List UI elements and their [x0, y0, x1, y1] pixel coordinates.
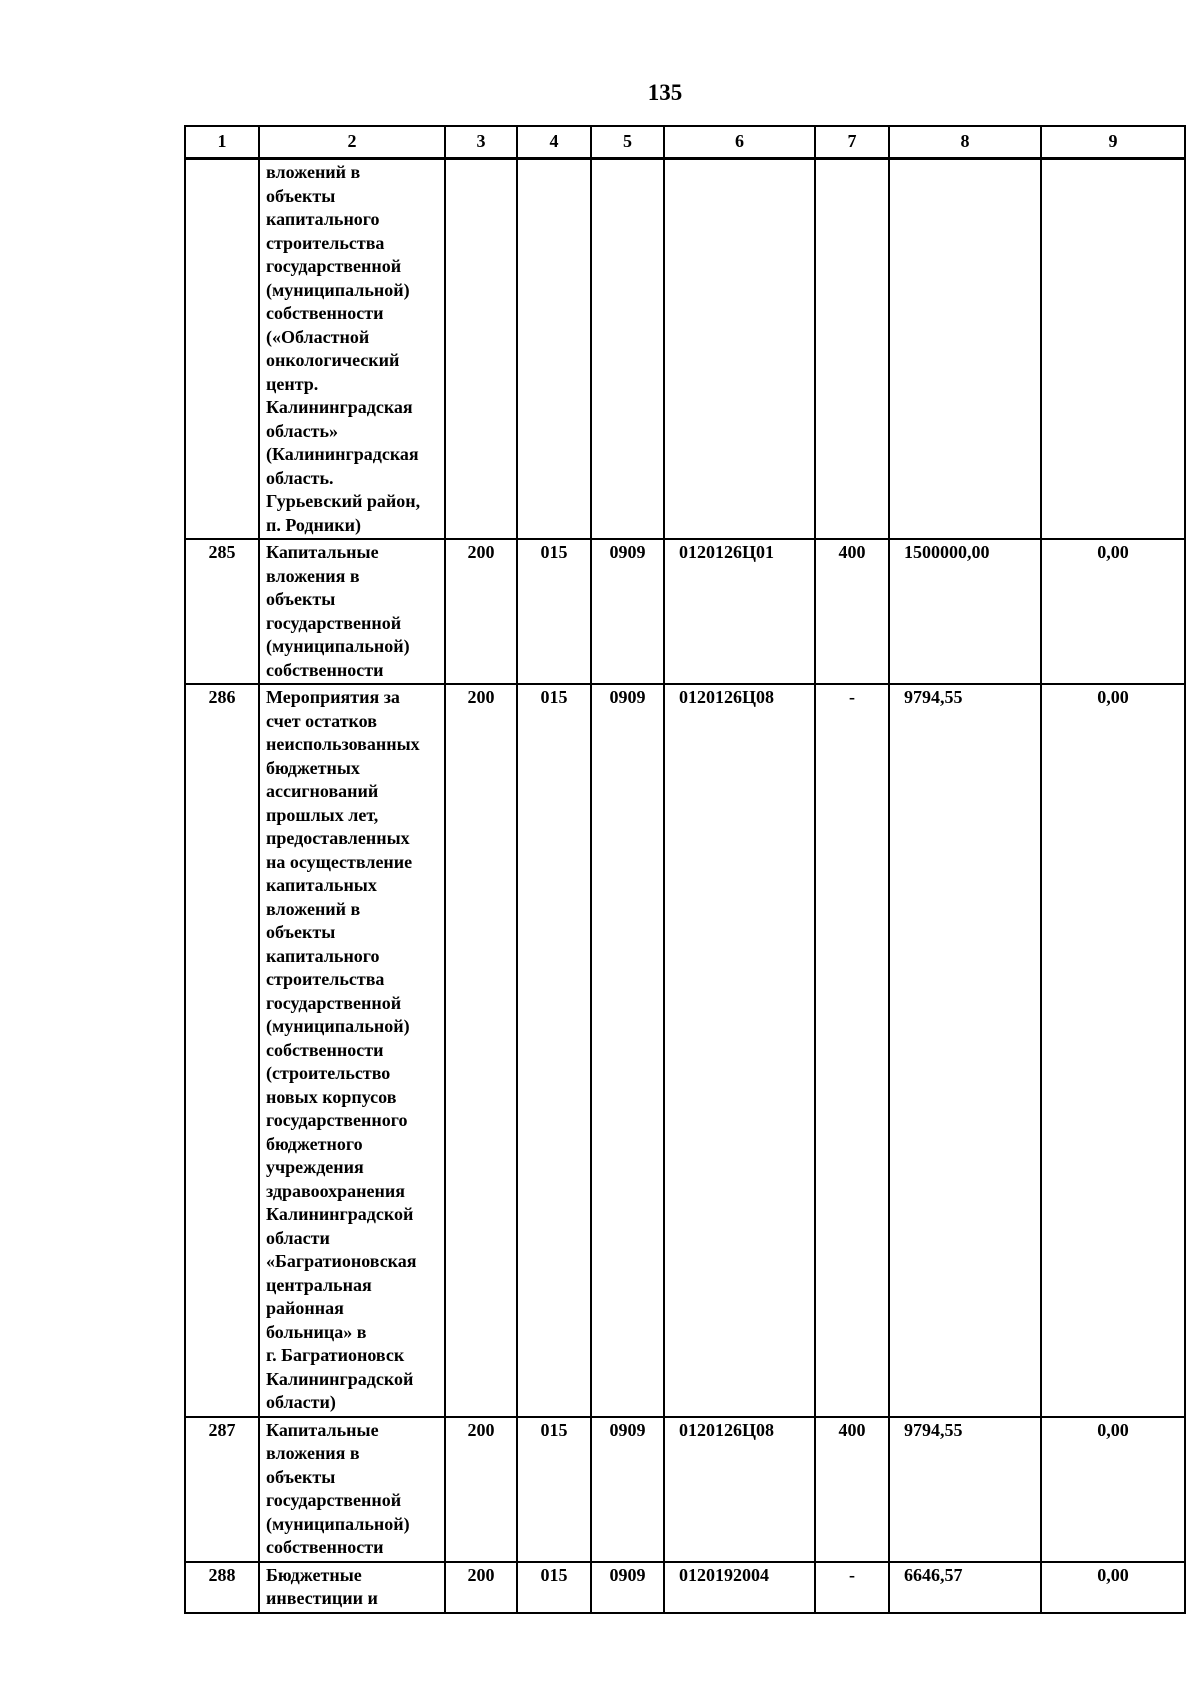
row-name: вложений в объекты капитального строительства государственной (муниципальной) собственности («Областной онкологический центр. Калининградская область» (Калининградская область. Гурьевский район, п. Родники)	[259, 159, 445, 540]
cell-col9: 0,00	[1041, 1562, 1185, 1613]
cell-col6: 0120126Ц01	[664, 539, 815, 684]
cell-col7	[815, 159, 889, 540]
cell-col8: 1500000,00	[889, 539, 1041, 684]
cell-col3: 200	[445, 684, 517, 1417]
row-name: Капитальные вложения в объекты государственной (муниципальной) собственности	[259, 1417, 445, 1562]
cell-col4	[517, 159, 591, 540]
column-header-9: 9	[1041, 126, 1185, 159]
row-number: 285	[185, 539, 259, 684]
cell-col9: 0,00	[1041, 539, 1185, 684]
cell-col4: 015	[517, 1417, 591, 1562]
budget-table	[184, 125, 1186, 1614]
column-header-2: 2	[259, 126, 445, 159]
cell-col9: 0,00	[1041, 1417, 1185, 1562]
row-number: 286	[185, 684, 259, 1417]
cell-col6: 0120126Ц08	[664, 1417, 815, 1562]
column-header-6: 6	[664, 126, 815, 159]
cell-col6: 0120192004	[664, 1562, 815, 1613]
cell-col5: 0909	[591, 1417, 664, 1562]
cell-col4: 015	[517, 1562, 591, 1613]
column-header-1: 1	[185, 126, 259, 159]
cell-col5: 0909	[591, 1562, 664, 1613]
cell-col5: 0909	[591, 684, 664, 1417]
cell-col6	[664, 159, 815, 540]
row-number	[185, 159, 259, 540]
column-header-3: 3	[445, 126, 517, 159]
table-row	[185, 539, 1185, 684]
table-row	[185, 159, 1185, 540]
cell-col8: 6646,57	[889, 1562, 1041, 1613]
header-row	[185, 126, 1185, 159]
cell-col9: 0,00	[1041, 684, 1185, 1417]
cell-col5	[591, 159, 664, 540]
table-body	[185, 159, 1185, 1613]
row-name: Капитальные вложения в объекты государственной (муниципальной) собственности	[259, 539, 445, 684]
cell-col9	[1041, 159, 1185, 540]
cell-col3	[445, 159, 517, 540]
column-header-5: 5	[591, 126, 664, 159]
column-header-8: 8	[889, 126, 1041, 159]
cell-col5: 0909	[591, 539, 664, 684]
column-header-4: 4	[517, 126, 591, 159]
page-number: 135	[647, 80, 683, 105]
cell-col8: 9794,55	[889, 1417, 1041, 1562]
cell-col7: 400	[815, 1417, 889, 1562]
cell-col3: 200	[445, 1562, 517, 1613]
table-row	[185, 1562, 1185, 1613]
cell-col8	[889, 159, 1041, 540]
cell-col3: 200	[445, 539, 517, 684]
cell-col6: 0120126Ц08	[664, 684, 815, 1417]
cell-col3: 200	[445, 1417, 517, 1562]
row-number: 288	[185, 1562, 259, 1613]
table-row	[185, 1417, 1185, 1562]
table-row	[185, 684, 1185, 1417]
cell-col4: 015	[517, 684, 591, 1417]
column-header-7: 7	[815, 126, 889, 159]
cell-col7: -	[815, 1562, 889, 1613]
row-number: 287	[185, 1417, 259, 1562]
row-name: Бюджетные инвестиции и	[259, 1562, 445, 1613]
cell-col8: 9794,55	[889, 684, 1041, 1417]
cell-col7: 400	[815, 539, 889, 684]
cell-col7: -	[815, 684, 889, 1417]
cell-col4: 015	[517, 539, 591, 684]
row-name: Мероприятия за счет остатков неиспользованных бюджетных ассигнований прошлых лет, предоставленных на осуществление капитальных вложений в объекты капитального строительства государственной (муниципальной) собственности (строительство новых корпусов государственного бюджетного учреждения здравоохранения Калининградской области «Багратионовская центральная районная больница» в г. Багратионовск Калининградской области)	[259, 684, 445, 1417]
table-header	[185, 126, 1185, 159]
